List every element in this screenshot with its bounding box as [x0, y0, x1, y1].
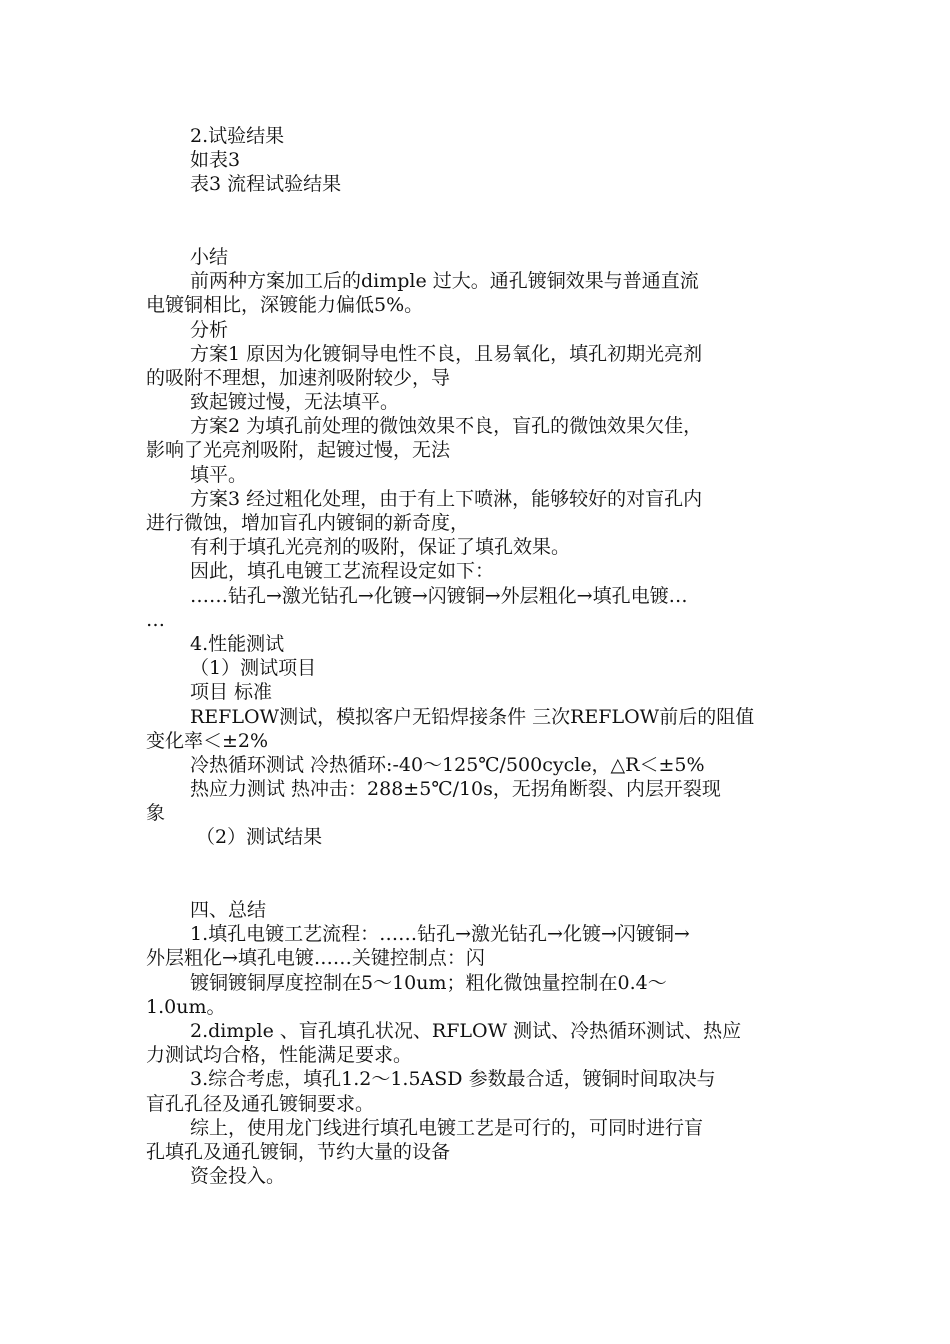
text-line: 进行微蚀，增加盲孔内镀铜的新奇度， [146, 512, 470, 535]
test-table-header: 项目 标准 [190, 681, 273, 704]
test-item-thermal-cycle: 冷热循环测试 冷热循环:-40～125℃/500cycle，△R＜±5% [190, 753, 705, 776]
text-line: 资金投入。 [190, 1165, 286, 1188]
text-line: 孔填孔及通孔镀铜，节约大量的设备 [146, 1140, 451, 1163]
table-caption: 表3 流程试验结果 [190, 173, 342, 196]
test-item-reflow: REFLOW测试，模拟客户无铅焊接条件 三次REFLOW前后的阻值 [190, 705, 755, 728]
text-line: 力测试均合格，性能满足要求。 [146, 1044, 413, 1067]
text-line: 1.0um。 [146, 995, 226, 1018]
text-line: 因此，填孔电镀工艺流程设定如下： [190, 560, 495, 583]
process-flow-line: ……钻孔→激光钻孔→化镀→闪镀铜→外层粗化→填孔电镀… [190, 584, 688, 607]
subheading-analysis: 分析 [190, 318, 229, 341]
text-line: 外层粗化→填孔电镀……关键控制点：闪 [146, 947, 485, 970]
subheading-summary: 小结 [190, 245, 229, 268]
table-placeholder-gap [146, 197, 806, 245]
text-line: 如表3 [190, 149, 241, 172]
subheading-test-results: （2）测试结果 [196, 826, 323, 849]
text-line: 综上，使用龙门线进行填孔电镀工艺是可行的，可同时进行盲 [190, 1116, 704, 1139]
text-line: 致起镀过慢，无法填平。 [190, 391, 400, 414]
text-line: 方案3 经过粗化处理，由于有上下喷淋，能够较好的对盲孔内 [190, 487, 703, 510]
text-line: 填平。 [190, 463, 248, 486]
process-flow-line: … [146, 608, 165, 631]
text-line: 的吸附不理想，加速剂吸附较少，导 [146, 366, 451, 389]
text-line: 镀铜镀铜厚度控制在5～10um；粗化微蚀量控制在0.4～ [190, 971, 667, 994]
text-line: 影响了光亮剂吸附，起镀过慢，无法 [146, 439, 451, 462]
test-item-thermal-stress: 象 [146, 802, 166, 825]
section-heading-performance-test: 4.性能测试 [190, 632, 285, 655]
text-line: 电镀铜相比，深镀能力偏低5%。 [146, 294, 424, 317]
document-body [146, 124, 806, 1188]
text-line: 2.dimple 、盲孔填孔状况、RFLOW 测试、冷热循环测试、热应 [190, 1019, 742, 1042]
text-line: 方案1 原因为化镀铜导电性不良，且易氧化，填孔初期光亮剂 [190, 342, 703, 365]
test-item-reflow: 变化率＜±2% [146, 729, 269, 752]
section-heading-test-results: 2.试验结果 [190, 125, 285, 147]
text-line: 有利于填孔光亮剂的吸附，保证了填孔效果。 [190, 536, 571, 559]
section-heading-conclusion: 四、总结 [190, 899, 267, 922]
subheading-test-items: （1）测试项目 [190, 657, 317, 680]
text-line: 前两种方案加工后的dimple 过大。通孔镀铜效果与普通直流 [190, 270, 699, 293]
text-line: 3.综合考虑，填孔1.2～1.5ASD 参数最合适，镀铜时间取决与 [190, 1068, 716, 1091]
results-placeholder-gap [146, 850, 806, 898]
text-line: 盲孔孔径及通孔镀铜要求。 [146, 1092, 375, 1115]
test-item-thermal-stress: 热应力测试 热冲击：288±5℃/10s，无拐角断裂、内层开裂现 [190, 778, 721, 801]
text-line: 方案2 为填孔前处理的微蚀效果不良，盲孔的微蚀效果欠佳， [190, 415, 703, 438]
text-line: 1.填孔电镀工艺流程：……钻孔→激光钻孔→化镀→闪镀铜→ [190, 923, 690, 946]
